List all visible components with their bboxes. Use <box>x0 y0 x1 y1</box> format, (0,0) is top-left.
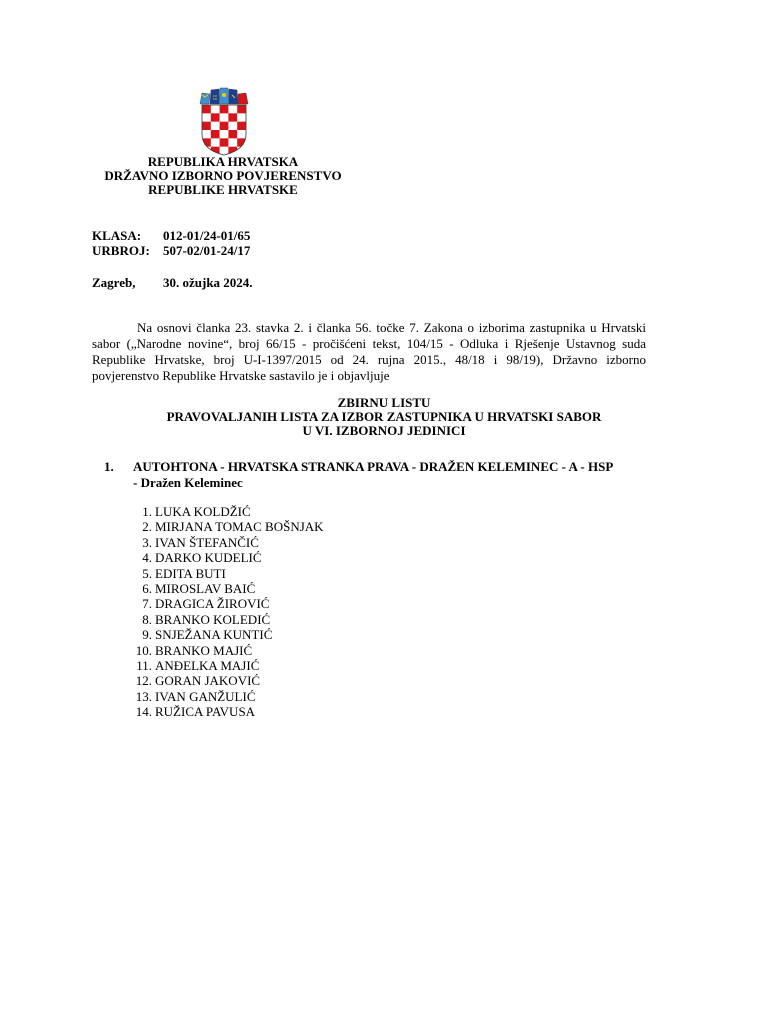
candidate-name: DRAGICA ŽIROVIĆ <box>155 596 270 612</box>
issuer-line: REPUBLIKA HRVATSKA <box>147 154 299 169</box>
candidate-number: 7. <box>142 596 152 612</box>
candidate-number: 5. <box>142 565 152 581</box>
party-list-leader: - Dražen Keleminec <box>133 475 243 490</box>
candidate-number: 8. <box>142 611 152 627</box>
document-title <box>92 396 676 438</box>
urbroj-line <box>92 244 250 258</box>
urbroj-value: 507-02/01-24/17 <box>163 243 251 258</box>
candidate-name: SNJEŽANA KUNTIĆ <box>155 627 273 643</box>
place: Zagreb, <box>92 275 136 290</box>
candidate-item <box>134 581 324 596</box>
coat-of-arms-icon <box>196 84 252 156</box>
candidate-name: LUKA KOLDŽIĆ <box>155 504 251 519</box>
candidate-name: MIROSLAV BAIĆ <box>155 581 256 597</box>
candidate-name: DARKO KUDELIĆ <box>155 550 262 566</box>
klasa-line <box>92 229 250 243</box>
date: 30. ožujka 2024. <box>163 275 253 290</box>
party-list-name: AUTOHTONA - HRVATSKA STRANKA PRAVA - DRAŽEN KELEMINEC - A - HSP <box>133 459 614 474</box>
candidate-item <box>134 627 324 642</box>
intro-paragraph: Na osnovi članka 23. stavka 2. i članka 56. točke 7. Zakona o izborima zastupnika u Hrvatski sabor („Narodne novine“, broj 66/15 - pročišćeni tekst, 104/15 - Odluka i Rješenje Ustavnog suda Republike Hrvatske, broj U-I-1397/2015 od 24. rujna 2015., 48/18 i 98/19), Državno izborno povjerenstvo Republike Hrvatske sastavilo je i objavljuje <box>92 320 646 383</box>
candidate-name: MIRJANA TOMAC BOŠNJAK <box>155 519 324 535</box>
candidate-item <box>134 689 324 704</box>
candidate-item <box>134 596 324 611</box>
title-line: U VI. IZBORNOJ JEDINICI <box>302 423 466 438</box>
candidate-item <box>134 566 324 581</box>
date-line <box>92 276 253 290</box>
candidate-number: 1. <box>142 504 152 519</box>
candidate-item <box>134 504 324 519</box>
candidate-name: IVAN GANŽULIĆ <box>155 688 256 704</box>
candidate-item <box>134 535 324 550</box>
candidate-list <box>134 504 324 720</box>
crown <box>200 88 248 104</box>
candidate-name: BRANKO KOLEDIĆ <box>155 611 271 627</box>
candidate-number: 11. <box>136 658 152 674</box>
issuer-header <box>0 155 446 197</box>
candidate-item <box>134 612 324 627</box>
candidate-item <box>134 658 324 673</box>
candidate-number: 10. <box>135 642 152 658</box>
candidate-name: EDITA BUTI <box>155 565 226 581</box>
klasa-label: KLASA: <box>92 228 142 243</box>
candidate-number: 13. <box>135 688 152 704</box>
candidate-number: 6. <box>142 581 152 597</box>
candidate-item <box>134 704 324 719</box>
candidate-name: BRANKO MAJIĆ <box>155 642 253 658</box>
title-line: PRAVOVALJANIH LISTA ZA IZBOR ZASTUPNIKA U HRVATSKI SABOR <box>166 409 602 424</box>
candidate-number: 3. <box>142 534 152 550</box>
issuer-line: DRŽAVNO IZBORNO POVJERENSTVO <box>104 168 342 183</box>
candidate-number: 4. <box>142 550 152 566</box>
candidate-item <box>134 643 324 658</box>
issuer-line: REPUBLIKE HRVATSKE <box>148 182 298 197</box>
candidate-number: 9. <box>142 627 152 643</box>
candidate-name: GORAN JAKOVIĆ <box>155 673 261 689</box>
party-list-number: 1. <box>104 459 114 474</box>
candidate-number: 14. <box>135 704 152 720</box>
title-line: ZBIRNU LISTU <box>337 395 431 410</box>
candidate-item <box>134 519 324 534</box>
candidate-name: RUŽICA PAVUSA <box>155 704 256 720</box>
urbroj-label: URBROJ: <box>92 243 150 258</box>
candidate-item <box>134 550 324 565</box>
candidate-name: IVAN ŠTEFANČIĆ <box>155 534 259 550</box>
klasa-value: 012-01/24-01/65 <box>163 228 251 243</box>
candidate-item <box>134 673 324 688</box>
candidate-number: 2. <box>142 519 152 535</box>
candidate-name: ANĐELKA MAJIĆ <box>155 658 260 674</box>
candidate-number: 12. <box>135 673 152 689</box>
